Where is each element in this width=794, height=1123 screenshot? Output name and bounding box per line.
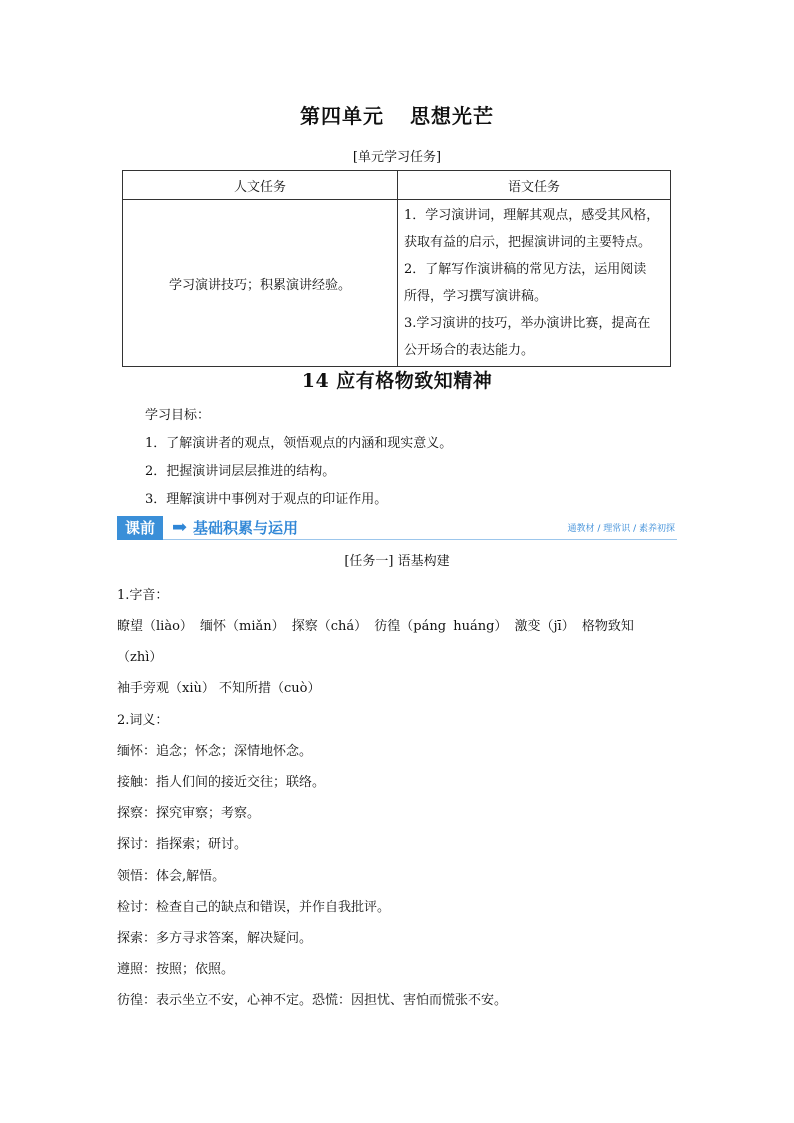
section-badge: 课前 <box>117 516 163 540</box>
definition-line: 缅怀：追念；怀念；深情地怀念。 <box>117 744 313 759</box>
pronunciation-line: 瞭望（liào） 缅怀（miǎn） 探察（chá） 彷徨（páng huáng） 激变（jī） 格物致知 <box>117 619 634 634</box>
definition-line: 遵照：按照；依照。 <box>117 962 235 977</box>
definition-line: 探索：多方寻求答案，解决疑问。 <box>117 931 313 946</box>
lesson-title: 14 应有格物致知精神 <box>301 370 493 392</box>
definition-line: 接触：指人们间的接近交往；联络。 <box>117 775 326 790</box>
goal-item: 1．了解演讲者的观点，领悟观点的内涵和现实意义。 <box>145 436 453 451</box>
table-header-chinese: 语文任务 <box>398 171 671 200</box>
arrow-right-icon: ➡ <box>172 517 188 538</box>
chinese-task-line: 3.学习演讲的技巧，举办演讲比赛，提高在 <box>404 316 651 331</box>
chinese-task-line: 2．了解写作演讲稿的常见方法，运用阅读 <box>404 262 647 277</box>
chinese-task-line: 获取有益的启示，把握演讲词的主要特点。 <box>404 235 652 250</box>
unit-title: 第四单元 思想光芒 <box>300 104 494 128</box>
definition-line: 彷徨：表示坐立不安，心神不定。恐慌：因担忧、害怕而慌张不安。 <box>117 993 508 1008</box>
section-banner-tagline: 通教材 / 理常识 / 素养初探 <box>567 524 675 534</box>
definition-line: 领悟：体会,解悟。 <box>117 869 226 884</box>
section-banner-title: 基础积累与运用 <box>193 519 299 537</box>
pronunciation-line: （zhì） <box>117 650 163 665</box>
section-banner <box>117 516 677 540</box>
humanities-task-cell: 学习演讲技巧；积累演讲经验。 <box>123 200 398 367</box>
chinese-task-line: 1．学习演讲词，理解其观点，感受其风格， <box>404 208 660 223</box>
chinese-task-line: 公开场合的表达能力。 <box>404 343 535 358</box>
unit-task-table <box>122 170 671 367</box>
definition-line: 检讨：检查自己的缺点和错误，并作自我批评。 <box>117 900 391 915</box>
definition-line: 探察：探究审察；考察。 <box>117 806 261 821</box>
goal-item: 2．把握演讲词层层推进的结构。 <box>145 464 336 479</box>
task-one-title: [任务一] 语基构建 <box>344 554 450 569</box>
pronunciation-line: 袖手旁观（xiù） 不知所措（cuò） <box>117 681 321 696</box>
section-label: 2.词义： <box>117 713 169 728</box>
chinese-task-cell <box>398 200 671 367</box>
goal-item: 3．理解演讲中事例对于观点的印证作用。 <box>145 492 388 507</box>
table-header-humanities: 人文任务 <box>123 171 398 200</box>
unit-subtitle: [单元学习任务] <box>352 150 442 165</box>
goals-heading: 学习目标： <box>145 408 211 423</box>
section-label: 1.字音： <box>117 588 169 603</box>
chinese-task-line: 所得，学习撰写演讲稿。 <box>404 289 548 304</box>
banner-underline <box>163 539 677 540</box>
definition-line: 探讨：指探索；研讨。 <box>117 837 248 852</box>
